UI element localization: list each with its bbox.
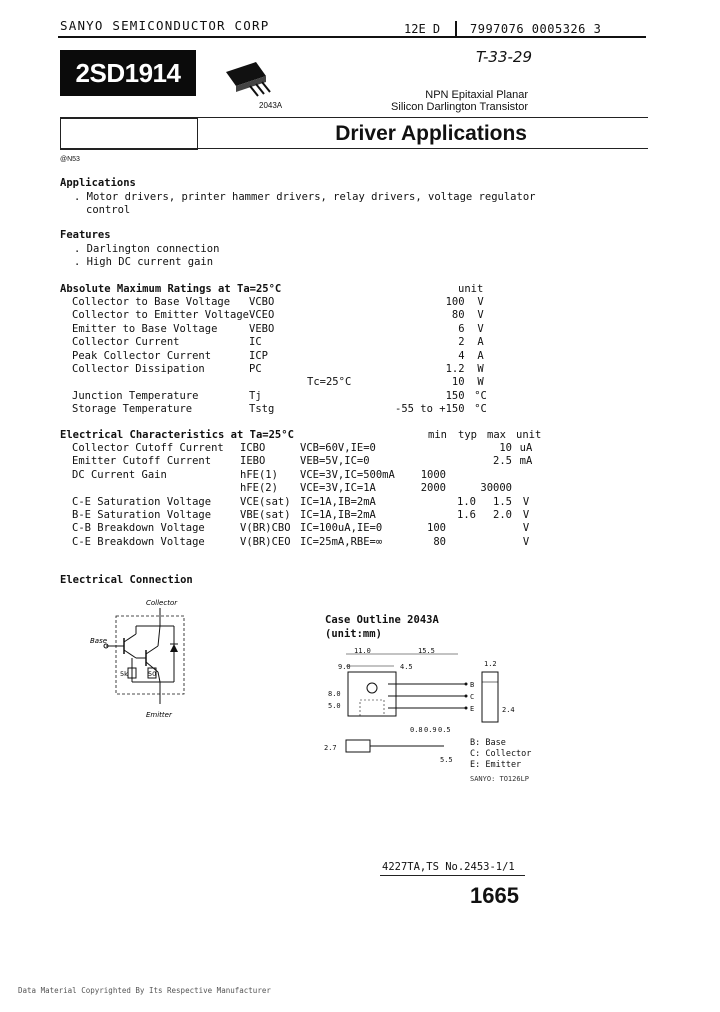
param-cell: Junction Temperature bbox=[72, 389, 199, 402]
min-cell bbox=[414, 496, 446, 509]
package-icon bbox=[220, 56, 280, 98]
applications-heading: Applications bbox=[60, 177, 136, 189]
type-line2: Silicon Darlington Transistor bbox=[391, 101, 528, 113]
param-cell bbox=[72, 482, 240, 495]
symbol-cell: Tstg bbox=[249, 403, 275, 416]
symbol-cell: VCEO bbox=[249, 309, 275, 322]
condition-cell: IC=1A,IB=2mA bbox=[300, 509, 376, 522]
param-cell: C-B Breakdown Voltage bbox=[72, 522, 205, 535]
condition-cell: VCB=60V,IE=0 bbox=[300, 442, 376, 454]
condition-cell: IC=1A,IB=2mA bbox=[300, 495, 376, 508]
condition-cell bbox=[303, 296, 395, 309]
type-line1: NPN Epitaxial Planar bbox=[425, 89, 528, 101]
typ-cell: 1.0 bbox=[457, 495, 476, 508]
condition-cell bbox=[303, 323, 395, 336]
dim-8: 8.0 bbox=[328, 690, 341, 698]
package-label: 2043A bbox=[259, 101, 283, 110]
dim-2-7: 2.7 bbox=[324, 744, 337, 752]
table-row bbox=[72, 482, 540, 495]
condition-cell: VCE=3V,IC=500mA bbox=[300, 468, 395, 481]
min-cell: 2000 bbox=[420, 482, 446, 495]
col-max: max bbox=[487, 429, 506, 441]
max-cell: 2.5 bbox=[493, 455, 512, 468]
unit-cell: W bbox=[477, 363, 484, 376]
symbol-cell: IEBO bbox=[240, 455, 266, 468]
min-cell: 80 bbox=[433, 535, 446, 548]
applications-line1: . Motor drivers, printer hammer drivers, relay drivers, voltage regulator bbox=[74, 191, 536, 203]
abs-max-unit-header: unit bbox=[458, 283, 484, 295]
dim-5-5: 5.5 bbox=[440, 756, 453, 764]
col-unit: unit bbox=[516, 429, 542, 441]
unit-cell: A bbox=[477, 336, 484, 349]
condition-cell bbox=[303, 350, 395, 363]
table-row bbox=[72, 296, 497, 309]
max-cell: 2.0 bbox=[493, 509, 512, 522]
table-row bbox=[72, 522, 540, 535]
symbol-cell: IC bbox=[249, 336, 262, 349]
company-name: SANYO SEMICONDUCTOR CORP bbox=[60, 18, 270, 33]
dim-11: 11.0 bbox=[354, 647, 371, 655]
table-row bbox=[72, 536, 540, 549]
collector-label: Collector bbox=[146, 599, 178, 607]
symbol-cell: VEBO bbox=[249, 322, 275, 335]
condition-cell: VCE=3V,IC=1A bbox=[300, 482, 376, 495]
blank-box bbox=[60, 118, 198, 150]
features-heading: Features bbox=[60, 229, 111, 241]
value-cell: 150 bbox=[445, 389, 465, 402]
unit-cell: A bbox=[477, 349, 484, 362]
symbol-cell: ICBO bbox=[240, 442, 266, 454]
package-ref: SANYO: TO126LP bbox=[470, 775, 530, 783]
condition-cell: VEB=5V,IC=0 bbox=[300, 455, 370, 468]
unit-cell bbox=[512, 482, 540, 495]
unit-cell: mA bbox=[519, 455, 533, 468]
param-cell: Collector to Emitter Voltage bbox=[72, 309, 250, 322]
table-row bbox=[72, 323, 497, 336]
param-cell: B-E Saturation Voltage bbox=[72, 509, 212, 522]
pin-label: B bbox=[470, 681, 475, 689]
max-cell: 30000 bbox=[480, 482, 512, 495]
footer-rule bbox=[380, 875, 525, 876]
typ-cell bbox=[446, 455, 476, 468]
symbol-cell: VCE(sat) bbox=[240, 495, 291, 508]
symbol-cell: hFE(2) bbox=[240, 482, 278, 495]
symbol-cell: PC bbox=[249, 363, 262, 376]
param-cell: DC Current Gain bbox=[72, 468, 167, 481]
dim-0-9: 0.9 bbox=[424, 726, 437, 734]
copyright-notice: Data Material Copyrighted By Its Respective Manufacturer bbox=[18, 986, 271, 995]
param-cell: C-E Breakdown Voltage bbox=[72, 535, 205, 548]
table-row bbox=[72, 363, 497, 376]
table-row bbox=[72, 336, 497, 349]
table-row bbox=[72, 309, 497, 322]
condition-cell bbox=[303, 403, 395, 416]
unit-cell: uA bbox=[519, 442, 533, 454]
pin-label: E bbox=[470, 705, 475, 713]
typ-cell: 1.6 bbox=[457, 509, 476, 522]
condition-cell: IC=25mA,RBE=∞ bbox=[300, 535, 383, 548]
value-cell: 4 bbox=[458, 349, 465, 362]
legend-item: E: Emitter bbox=[470, 760, 522, 770]
symbol-cell: hFE(1) bbox=[240, 468, 278, 481]
pin-label: C bbox=[470, 693, 475, 701]
value-cell: 80 bbox=[451, 309, 465, 322]
table-row bbox=[72, 455, 540, 468]
param-cell: Collector Current bbox=[72, 336, 180, 349]
symbol-cell: V(BR)CBO bbox=[240, 522, 291, 535]
abs-max-heading: Absolute Maximum Ratings at Ta=25°C bbox=[60, 283, 282, 295]
col-typ: typ bbox=[458, 429, 477, 441]
catalog-numbers: 7997076 0005326 3 bbox=[470, 22, 602, 36]
unit-cell: V bbox=[477, 309, 484, 322]
symbol-cell: V(BR)CEO bbox=[240, 535, 291, 548]
elec-char-heading: Electrical Characteristics at Ta=25°C bbox=[60, 429, 294, 441]
param-cell: Storage Temperature bbox=[72, 403, 193, 416]
case-outline-unit: (unit:mm) bbox=[325, 628, 382, 640]
r2-label: 50 bbox=[148, 670, 157, 678]
table-row bbox=[72, 390, 497, 403]
pin-legend bbox=[470, 738, 531, 771]
dim-15-5: 15.5 bbox=[418, 647, 435, 655]
unit-cell: W bbox=[477, 376, 484, 389]
value-cell: 10 bbox=[451, 376, 465, 389]
symbol-cell: VBE(sat) bbox=[240, 509, 291, 522]
param-cell: Collector Cutoff Current bbox=[72, 442, 224, 454]
typ-cell bbox=[446, 522, 476, 535]
header-rule bbox=[58, 36, 646, 38]
value-cell: -55 to +150 bbox=[395, 403, 465, 416]
condition-cell bbox=[303, 309, 395, 322]
value-cell: 6 bbox=[458, 322, 465, 335]
symbol-cell: VCBO bbox=[249, 296, 275, 308]
page-number: 1665 bbox=[470, 883, 519, 908]
typ-cell bbox=[446, 482, 476, 495]
header-divider bbox=[455, 21, 457, 37]
dim-1-2: 1.2 bbox=[484, 660, 497, 668]
code-box: 12E D bbox=[404, 22, 441, 36]
min-cell bbox=[414, 509, 446, 522]
max-cell bbox=[476, 522, 512, 535]
unit-cell bbox=[512, 469, 540, 482]
min-cell: 1000 bbox=[420, 468, 446, 481]
min-cell bbox=[414, 442, 446, 455]
max-cell bbox=[476, 536, 512, 549]
param-cell: Emitter Cutoff Current bbox=[72, 455, 212, 468]
condition-cell: Tc=25°C bbox=[307, 376, 352, 389]
unit-cell: V bbox=[477, 322, 484, 335]
case-outline-heading: Case Outline 2043A bbox=[325, 614, 439, 626]
unit-cell: V bbox=[522, 495, 530, 508]
base-label: Base bbox=[90, 637, 108, 645]
connection-schematic bbox=[88, 596, 198, 718]
param-cell: Peak Collector Current bbox=[72, 349, 212, 362]
connection-heading: Electrical Connection bbox=[60, 574, 193, 586]
unit-cell: V bbox=[477, 296, 484, 308]
table-row bbox=[72, 496, 540, 509]
min-cell bbox=[414, 455, 446, 468]
logo-mark: @N53 bbox=[60, 156, 80, 163]
table-row bbox=[72, 509, 540, 522]
emitter-label: Emitter bbox=[146, 711, 172, 718]
typ-cell bbox=[446, 469, 476, 482]
title-rule-bottom bbox=[60, 148, 648, 149]
condition-cell bbox=[303, 390, 395, 403]
max-cell bbox=[476, 469, 512, 482]
param-cell bbox=[72, 376, 249, 389]
table-row bbox=[72, 469, 540, 482]
symbol-cell: ICP bbox=[249, 349, 268, 362]
max-cell: 10 bbox=[499, 442, 512, 454]
unit-cell: V bbox=[522, 522, 530, 535]
value-cell: 2 bbox=[458, 336, 465, 349]
condition-cell: IC=100uA,IE=0 bbox=[300, 522, 383, 535]
part-number: 2SD1914 bbox=[60, 50, 196, 96]
dim-5: 5.0 bbox=[328, 702, 341, 710]
unit-cell: V bbox=[522, 509, 530, 522]
table-row bbox=[72, 403, 497, 416]
unit-cell: °C bbox=[474, 403, 487, 416]
feature-item: . High DC current gain bbox=[74, 256, 214, 268]
col-min: min bbox=[428, 429, 447, 441]
dim-2-4: 2.4 bbox=[502, 706, 515, 714]
table-row bbox=[72, 350, 497, 363]
param-cell: Collector to Base Voltage bbox=[72, 296, 231, 308]
dim-4-5: 4.5 bbox=[400, 663, 413, 671]
unit-cell: °C bbox=[474, 389, 487, 402]
handwritten-note: T-33-29 bbox=[476, 48, 533, 66]
feature-item: . Darlington connection bbox=[74, 243, 220, 255]
elec-char-table bbox=[72, 442, 540, 549]
table-row bbox=[72, 376, 497, 389]
unit-cell: V bbox=[522, 535, 530, 548]
param-cell: C-E Saturation Voltage bbox=[72, 495, 212, 508]
value-cell: 100 bbox=[445, 296, 465, 308]
min-cell: 100 bbox=[427, 522, 446, 535]
dim-9: 9.0 bbox=[338, 663, 351, 671]
r1-label: 5k bbox=[120, 670, 128, 678]
application-title: Driver Applications bbox=[335, 122, 527, 145]
typ-cell bbox=[446, 442, 476, 455]
condition-cell bbox=[303, 363, 395, 376]
dim-0-5: 0.5 bbox=[438, 726, 451, 734]
legend-item: B: Base bbox=[470, 738, 506, 748]
table-row bbox=[72, 442, 540, 455]
doc-number: 4227TA,TS No.2453-1/1 bbox=[382, 861, 515, 873]
applications-line2: control bbox=[86, 204, 131, 216]
dim-0-8: 0.8 bbox=[410, 726, 423, 734]
symbol-cell: Tj bbox=[249, 389, 262, 402]
symbol-cell bbox=[249, 376, 303, 389]
legend-item: C: Collector bbox=[470, 749, 532, 759]
condition-cell bbox=[303, 336, 395, 349]
typ-cell bbox=[446, 536, 476, 549]
param-cell: Collector Dissipation bbox=[72, 363, 205, 376]
max-cell: 1.5 bbox=[493, 495, 512, 508]
abs-max-table bbox=[72, 296, 497, 417]
value-cell: 1.2 bbox=[445, 363, 465, 376]
param-cell: Emitter to Base Voltage bbox=[72, 322, 218, 335]
